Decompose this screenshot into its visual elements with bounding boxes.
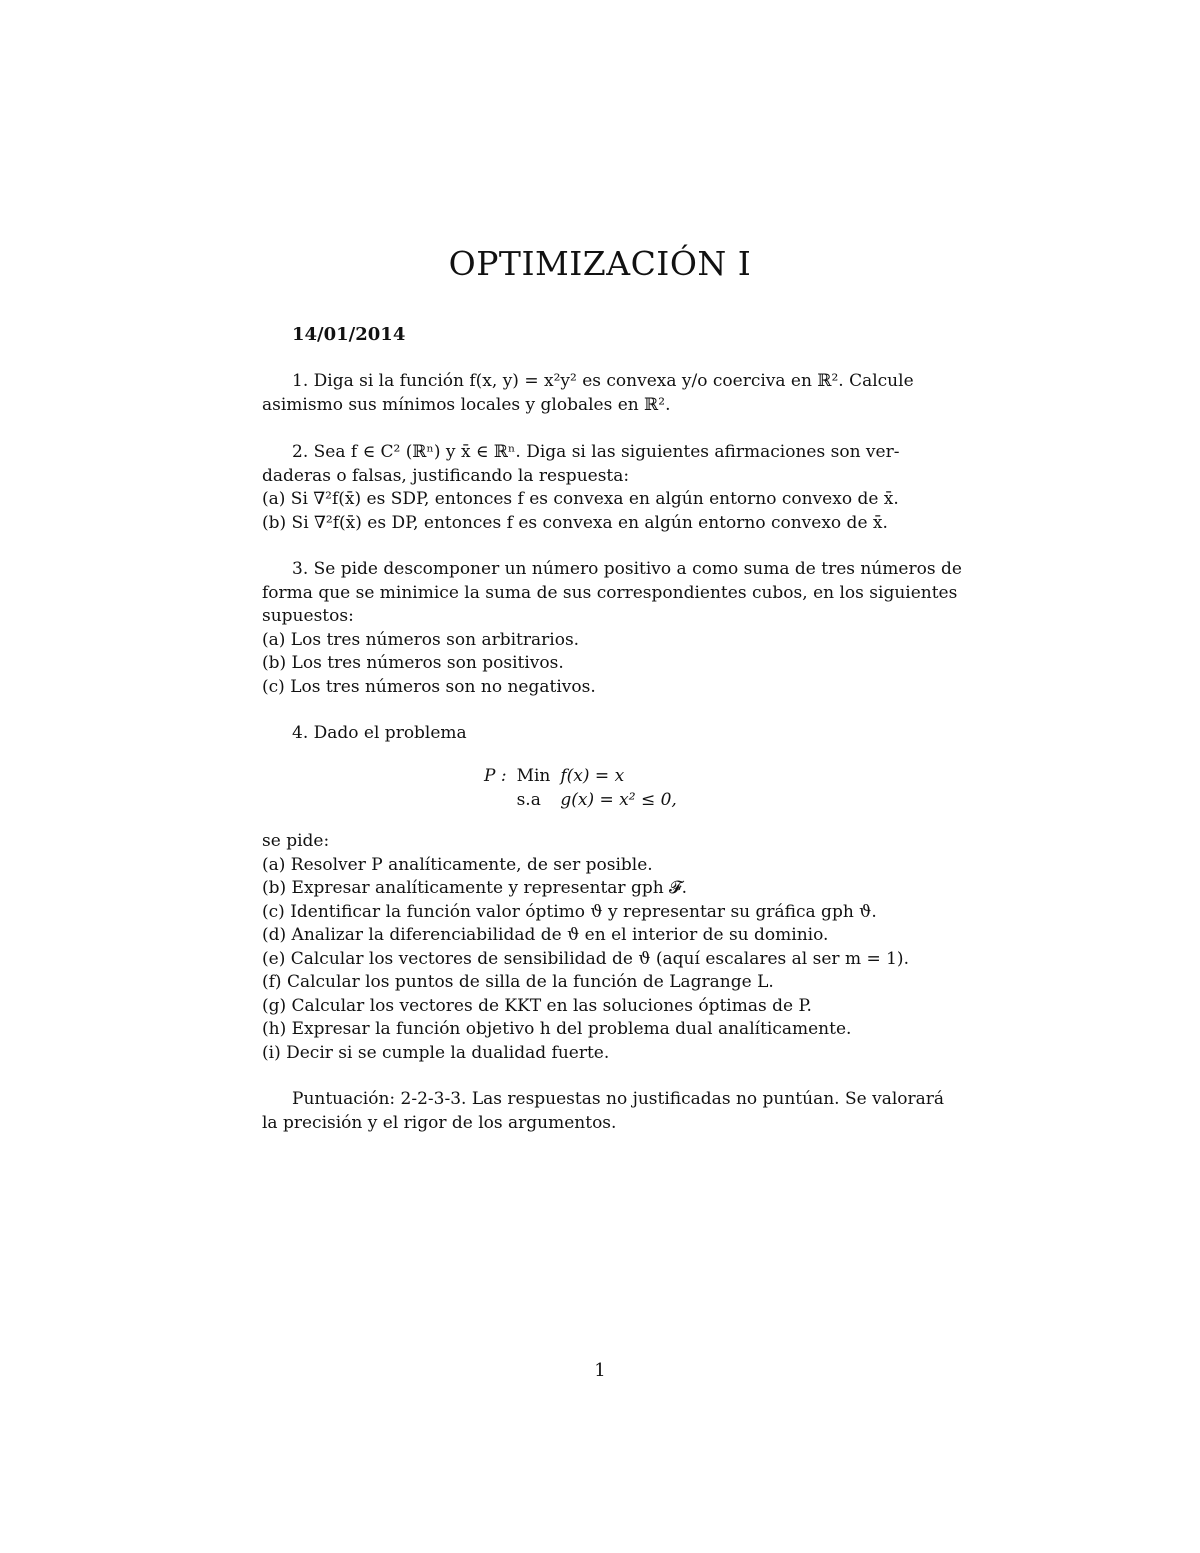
- question-2-item-b: (b) Si ∇²f(x̄) es DP, entonces f es convexa en algún entorno convexo de x̄.: [262, 512, 888, 533]
- question-4-item: (f) Calcular los puntos de silla de la función de Lagrange L.: [262, 972, 774, 992]
- problem-min: Min: [516, 766, 551, 786]
- question-4-item: (g) Calcular los vectores de KKT en las soluciones óptimas de P.: [262, 995, 812, 1016]
- problem-objective: f(x) = x: [560, 766, 625, 786]
- question-4-item: (b) Expresar analíticamente y representar gph 𝓕.: [262, 878, 688, 898]
- question-4-items: [262, 830, 938, 1065]
- question-3-line-1: 3. Se pide descomponer un número positivo a como suma de tres números de: [292, 559, 962, 579]
- question-3-item-a: (a) Los tres números son arbitrarios.: [262, 629, 580, 650]
- optimization-problem: [484, 764, 687, 812]
- problem-label: P :: [484, 766, 507, 786]
- question-3-item-b: (b) Los tres números son positivos.: [262, 653, 564, 673]
- scoring-line-1: Puntuación: 2-2-3-3. Las respuestas no justificadas no puntúan. Se valorará: [292, 1089, 945, 1109]
- question-3-line-3: supuestos:: [262, 606, 354, 626]
- page-number: 1: [594, 1360, 606, 1381]
- question-4-item: (h) Expresar la función objetivo h del problema dual analíticamente.: [262, 1019, 852, 1039]
- question-4-intro: [262, 722, 938, 746]
- question-4-item: (e) Calcular los vectores de sensibilidad de ϑ (aquí escalares al ser m = 1).: [262, 948, 909, 969]
- scoring: [262, 1088, 945, 1135]
- exam-date: 14/01/2014: [292, 324, 406, 345]
- document-title: OPTIMIZACIÓN I: [448, 244, 752, 283]
- question-1: [262, 370, 938, 417]
- question-3: [262, 558, 962, 699]
- question-2-item-a: (a) Si ∇²f(x̄) es SDP, entonces f es convexa en algún entorno convexo de x̄.: [262, 489, 899, 509]
- question-3-line-2: forma que se minimice la suma de sus correspondientes cubos, en los siguientes: [262, 582, 958, 603]
- question-2-line-1: 2. Sea f ∈ C² (ℝⁿ) y x̄ ∈ ℝⁿ. Diga si las siguientes afirmaciones son ver-: [292, 442, 900, 462]
- question-4-item: (i) Decir si se cumple la dualidad fuerte.: [262, 1042, 610, 1063]
- problem-st: s.a: [516, 790, 541, 810]
- question-1-line-1: 1. Diga si la función f(x, y) = x²y² es convexa y/o coerciva en ℝ². Calcule: [292, 371, 914, 391]
- question-2: [262, 441, 938, 535]
- problem-constraint: g(x) = x² ≤ 0,: [560, 790, 677, 810]
- question-4-item: (a) Resolver P analíticamente, de ser posible.: [262, 854, 653, 875]
- question-4-se-pide: se pide:: [262, 831, 330, 851]
- question-4-intro-text: 4. Dado el problema: [292, 723, 467, 743]
- question-2-line-2: daderas o falsas, justificando la respuesta:: [262, 465, 630, 486]
- question-1-line-2: asimismo sus mínimos locales y globales en ℝ².: [262, 394, 671, 415]
- scoring-line-2: la precisión y el rigor de los argumentos.: [262, 1112, 617, 1133]
- question-3-item-c: (c) Los tres números son no negativos.: [262, 676, 596, 697]
- question-4-item: (d) Analizar la diferenciabilidad de ϑ en el interior de su dominio.: [262, 925, 829, 945]
- question-4-item: (c) Identificar la función valor óptimo ϑ y representar su gráfica gph ϑ.: [262, 901, 877, 922]
